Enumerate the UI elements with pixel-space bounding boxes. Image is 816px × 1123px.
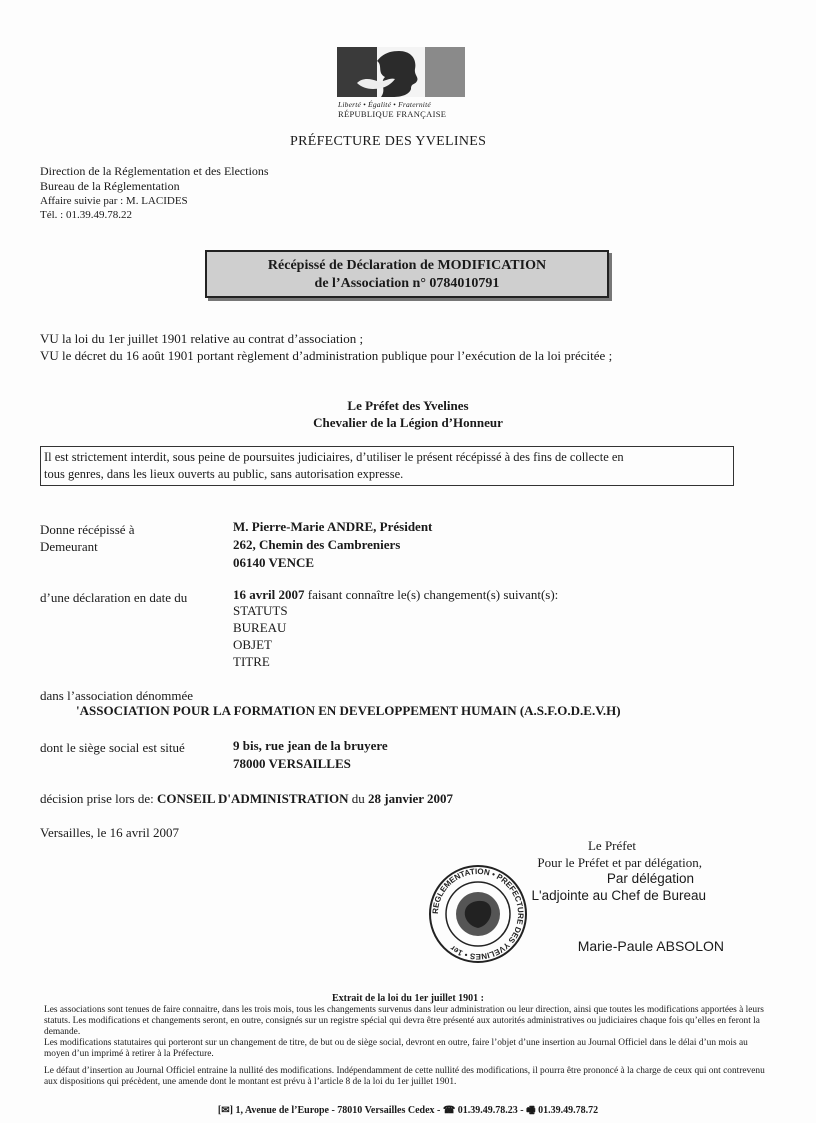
receipt-title-box bbox=[205, 250, 609, 298]
association-name: 'ASSOCIATION POUR LA FORMATION EN DEVELOPPEMENT HUMAIN (A.S.F.O.D.E.V.H) bbox=[76, 703, 621, 718]
president-name: M. Pierre-Marie ANDRE, Président bbox=[233, 519, 433, 534]
address-line2: 06140 VENCE bbox=[233, 555, 315, 570]
bureau-line: Bureau de la Réglementation bbox=[40, 179, 180, 193]
warning-line1: Il est strictement interdit, sous peine de poursuites judiciaires, d’utiliser le présent récépissé à des fins de collecte en bbox=[44, 450, 624, 464]
signature-line3: Par délégation bbox=[606, 871, 694, 886]
law-paragraph-1: Les associations sont tenues de faire connaitre, dans les trois mois, tous les changements survenus dans leur administration ou leur direction, ainsi que toutes les modifications apportées à leurs statuts. Les modifications et changements seront, en outre, consignés sur un registre spécial qui devra être présenté aux autorités administratives ou judiciaires chaque fois qu’elles en feront la demande. bbox=[44, 1005, 764, 1037]
vu-decree-line: VU le décret du 16 août 1901 portant règlement d’administration publique pour l’exécution de la loi précitée ; bbox=[40, 348, 613, 363]
republic-motto: Liberté • Égalité • Fraternité bbox=[338, 100, 431, 109]
decision-line bbox=[40, 791, 453, 807]
decision-mid: du bbox=[348, 791, 369, 806]
declaration-date: 16 avril 2007 bbox=[233, 587, 305, 602]
label-declaration: d’une déclaration en date du bbox=[40, 590, 188, 605]
decision-body: CONSEIL D'ADMINISTRATION bbox=[156, 791, 349, 806]
signature-line2: Pour le Préfet et par délégation, bbox=[537, 855, 702, 870]
change-item: TITRE bbox=[233, 654, 270, 669]
address-line1: 262, Chemin des Cambreniers bbox=[233, 537, 401, 552]
label-association: dans l’association dénommée bbox=[40, 688, 194, 703]
label-decision: décision prise lors de: bbox=[40, 791, 157, 806]
svg-text:REGLEMENTATION • PREFECTURE DE: REGLEMENTATION • PREFECTURE DES YVELINES • 1er bbox=[430, 866, 526, 962]
place-date: Versailles, le 16 avril 2007 bbox=[40, 825, 179, 840]
direction-line: Direction de la Réglementation et des Elections bbox=[40, 164, 269, 178]
warning-line2: tous genres, dans les lieux ouverts au public, sans autorisation expresse. bbox=[44, 467, 404, 481]
vu-law-line: VU la loi du 1er juillet 1901 relative au contrat d’association ; bbox=[40, 331, 364, 346]
affaire-line: Affaire suivie par : M. LACIDES bbox=[40, 195, 188, 207]
signature-line1: Le Préfet bbox=[587, 838, 636, 853]
marianne-logo bbox=[337, 47, 465, 97]
prefecture-title: PRÉFECTURE DES YVELINES bbox=[290, 134, 487, 149]
signature-line4: L'adjointe au Chef de Bureau bbox=[531, 888, 706, 903]
republic-name: RÉPUBLIQUE FRANÇAISE bbox=[338, 109, 447, 119]
receipt-title-line2: de l’Association n° 0784010791 bbox=[314, 276, 500, 291]
change-item: OBJET bbox=[233, 637, 272, 652]
label-demeurant: Demeurant bbox=[40, 539, 98, 554]
phone-line: Tél. : 01.39.49.78.22 bbox=[40, 209, 132, 221]
footer-address: [✉] 1, Avenue de l’Europe - 78010 Versailles Cedex - ☎ 01.39.49.78.23 - 🖷 01.39.49.78.72 bbox=[217, 1105, 599, 1116]
warning-box bbox=[40, 446, 734, 486]
decision-date: 28 janvier 2007 bbox=[368, 791, 454, 806]
label-siege: dont le siège social est situé bbox=[40, 740, 185, 755]
law-paragraph-2: Les modifications statutaires qui porteront sur un changement de titre, de but ou de siège social, devront en outre, faire l’objet d’une insertion au Journal Officiel dans le délai d’un mois au moyen d’un imprimé à retirer à la Préfecture. bbox=[44, 1038, 748, 1059]
siege-line1: 9 bis, rue jean de la bruyere bbox=[233, 738, 388, 753]
signatory-name: Marie-Paule ABSOLON bbox=[577, 938, 724, 954]
siege-line2: 78000 VERSAILLES bbox=[233, 756, 351, 771]
prefet-honour: Chevalier de la Légion d’Honneur bbox=[313, 415, 503, 430]
label-donne: Donne récépissé à bbox=[40, 522, 135, 537]
change-item: BUREAU bbox=[233, 620, 287, 635]
prefecture-stamp bbox=[428, 864, 528, 964]
law-paragraph-3: Le défaut d’insertion au Journal Officiel entraine la nullité des modifications. Indépendamment de cette nullité des modifications, il pourra être prononcé à la charge de ceux qui ont contrevenu aux dispositions qui précèdent, une amende dont le montant est prévu à l’article 8 de la loi du 1er juillet 1901. bbox=[44, 1066, 765, 1087]
declaration-line bbox=[233, 587, 558, 603]
prefet-title: Le Préfet des Yvelines bbox=[347, 398, 469, 413]
change-item: STATUTS bbox=[233, 603, 288, 618]
receipt-title-line1: Récépissé de Déclaration de MODIFICATION bbox=[267, 258, 547, 273]
law-extract-title: Extrait de la loi du 1er juillet 1901 : bbox=[331, 993, 485, 1004]
declaration-text: faisant connaître le(s) changement(s) suivant(s): bbox=[304, 587, 559, 602]
